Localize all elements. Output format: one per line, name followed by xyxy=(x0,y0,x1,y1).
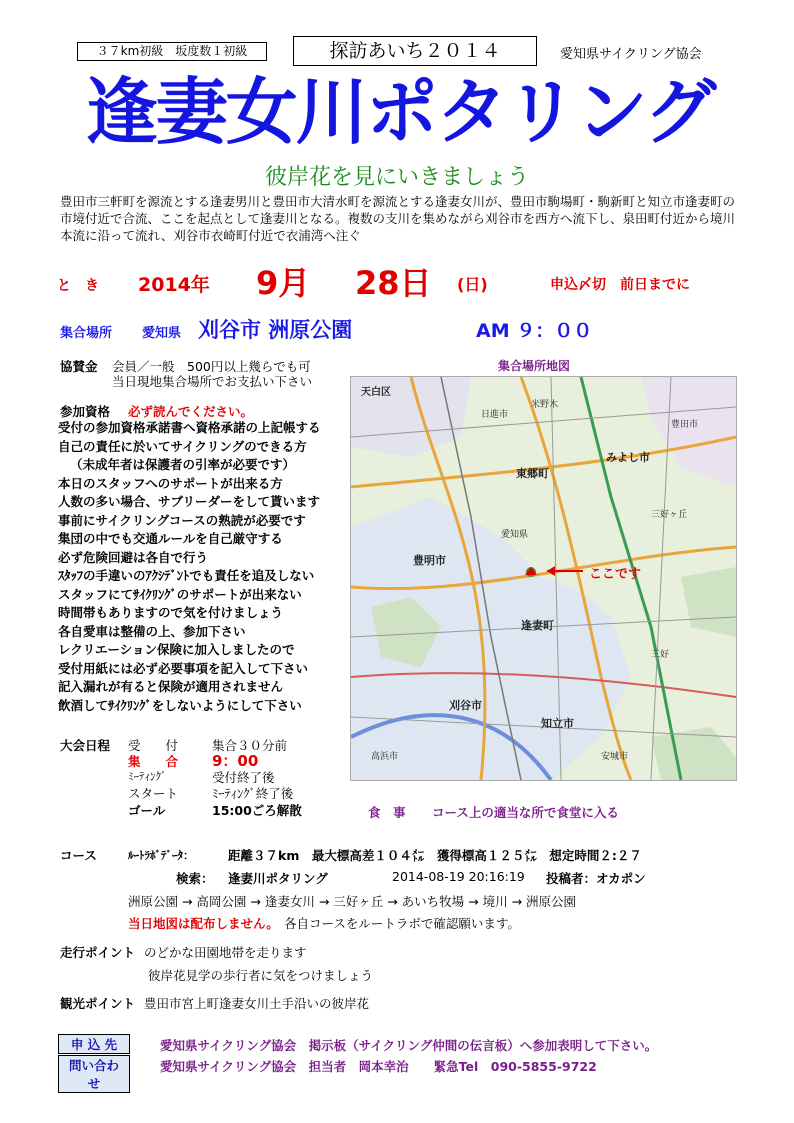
search-label: 検索： xyxy=(176,871,214,886)
rule-item: （未成年者は保護者の引率が必要です） xyxy=(70,457,296,472)
date-day: 28日 xyxy=(355,264,432,302)
map-label: 三好ヶ丘 xyxy=(651,510,688,520)
apply-label xyxy=(58,1034,130,1054)
schedule-value: 集合３０分前 xyxy=(212,738,288,753)
map-caption: 集合場所地図 xyxy=(498,359,571,373)
rule-item: 本日のスタッフへのサポートが出来る方 xyxy=(58,475,283,491)
rule-item: 受付用紙には必ず必要事項を記入して下さい xyxy=(58,660,309,676)
course-stats: 距離３７km 最大標高差１０４㍍ 獲得標高１２５㍍ 想定時間２:２７ xyxy=(228,848,642,863)
meal-label: 食 事 xyxy=(368,805,406,820)
map-label: 三好 xyxy=(651,650,670,660)
rule-item: 事前にサイクリングコースの熟読が必要です xyxy=(58,512,306,528)
schedule-value: 15:00ごろ解散 xyxy=(212,803,302,818)
rule-item: スタッフにてｻｲｸﾘﾝｸﾞのサポートが出来ない xyxy=(58,586,302,602)
must-read: 必ず読んでください。 xyxy=(128,404,254,419)
rule-item: レクリエーション保険に加入しましたので xyxy=(58,642,295,657)
map-label: 日進市 xyxy=(481,410,509,420)
schedule-value: 9：00 xyxy=(212,752,259,770)
apply-tag: 申 込 先 xyxy=(58,1034,130,1054)
rule-item: 自己の責任に於いてサイクリングのできる方 xyxy=(58,438,307,454)
notice-text: 各自コースをルートラボで確認願います。 xyxy=(284,916,520,931)
map-label: 高浜市 xyxy=(371,752,399,762)
intro-text: 豊田市三軒町を源流とする逢妻男川と豊田市大清水町を源流とする逢妻女川が、豊田市駒場町・駒新町と知立市逢妻町の市境付近で合流、ここを起点として逢妻川となる。複数の支川を集めながら刈谷市を西方へ流下し、泉田町付近から境川本流に沿って流れ、刈谷市衣崎町付近で衣浦湾へ注ぐ xyxy=(60,194,736,243)
map-label: 米野木 xyxy=(531,400,559,410)
fee-label: 協賛金 xyxy=(60,359,98,374)
sightseeing-text: 豊田市宮上町逢妻女川土手沿いの彼岸花 xyxy=(144,996,370,1011)
meeting-place: 刈谷市 洲原公園 xyxy=(198,318,353,342)
map-label: 刈谷市 xyxy=(449,699,482,712)
schedule-key: 集 合 xyxy=(128,754,179,769)
rule-item: 必ず危険回避は各自で行う xyxy=(58,549,209,565)
event-series: 探訪あいち２０１４ xyxy=(293,36,537,66)
map-label: 東郷町 xyxy=(516,467,549,480)
level-badge: ３７km初級 坂度数１初級 xyxy=(77,42,267,61)
map-label: みよし市 xyxy=(606,451,650,464)
apply-text: 愛知県サイクリング協会 掲示板（サイクリング仲間の伝言板）へ参加表明して下さい。 xyxy=(160,1038,658,1053)
search-name: 逢妻川ポタリング xyxy=(228,871,328,886)
map-label: 天白区 xyxy=(361,387,391,398)
sightseeing-label: 観光ポイント xyxy=(60,996,136,1011)
schedule-value: ﾐｰﾃｨﾝｸﾞ終了後 xyxy=(212,786,294,801)
rule-item: 集団の中でも交通ルールを自己厳守する xyxy=(58,531,283,546)
map-label: 愛知県 xyxy=(501,530,529,540)
schedule-key: スタート xyxy=(128,786,179,801)
page-title: 逢妻女川ポタリング xyxy=(85,70,715,154)
notice-red: 当日地図は配布しません。 xyxy=(128,916,279,931)
meeting-pref: 愛知県 xyxy=(142,326,182,341)
riding-line2: 彼岸花見学の歩行者に気をつけましょう xyxy=(148,968,374,983)
schedule-key: ゴール xyxy=(128,803,166,818)
riding-label: 走行ポイント xyxy=(60,945,136,960)
map-label: 逢妻町 xyxy=(521,619,554,632)
organizer: 愛知県サイクリング協会 xyxy=(560,47,702,62)
course-label: コース xyxy=(60,848,97,863)
fee-line2: 当日現地集合場所でお支払い下さい xyxy=(112,374,313,389)
schedule-value: 受付終了後 xyxy=(212,770,275,785)
fee-line1: 会員／一般 500円以上幾らでも可 xyxy=(112,359,311,374)
riding-line1: のどかな田園地帯を走ります xyxy=(144,945,307,960)
routelab-label: ﾙｰﾄﾗﾎﾞﾃﾞｰﾀ： xyxy=(128,849,194,862)
rule-item: 各自愛車は整備の上、参加下さい xyxy=(58,623,246,639)
date-weekday: (日) xyxy=(457,275,488,294)
map-label: 豊田市 xyxy=(671,420,699,430)
deadline: 申込〆切 前日までに xyxy=(550,277,690,293)
map-here-label: ここです xyxy=(589,567,642,582)
rule-item: ｽﾀｯﾌの手違いのｱｸｼﾃﾞﾝﾄでも責任を追及しない xyxy=(58,568,315,583)
contact-text: 愛知県サイクリング協会 担当者 岡本幸治 緊急Tel 090-5855-9722 xyxy=(160,1059,597,1074)
contact-label xyxy=(58,1055,130,1093)
date-month: 9月 xyxy=(256,264,311,302)
map-label: 安城市 xyxy=(601,752,629,762)
map-label: 豊明市 xyxy=(413,554,446,567)
qualification-label: 参加資格 xyxy=(60,404,111,419)
date-label: と き xyxy=(57,278,99,294)
map-label: 知立市 xyxy=(541,717,574,730)
schedule-label: 大会日程 xyxy=(60,738,111,753)
date-year: 2014年 xyxy=(138,274,210,296)
rule-item: 記入漏れが有ると保険が適用されません xyxy=(58,679,284,694)
schedule-key: ﾐｰﾃｨﾝｸﾞ xyxy=(128,770,167,783)
meeting-label: 集合場所 xyxy=(60,326,113,341)
rule-item: 時間帯もありますので気を付けましょう xyxy=(58,605,284,620)
course-route: 洲原公園 → 高岡公園 → 逢妻女川 → 三好ヶ丘 → あいち牧場 → 境川 → 洲原公園 xyxy=(128,894,577,909)
contact-tag: 問い合わせ xyxy=(58,1055,130,1093)
rules-list xyxy=(58,418,348,714)
rule-item: 人数の多い場合、サブリーダーをして貰います xyxy=(58,494,321,509)
course-datetime: 2014-08-19 20:16:19 xyxy=(392,869,525,884)
schedule-key: 受 付 xyxy=(128,738,179,753)
meeting-time: AM ９：００ xyxy=(476,320,593,342)
subtitle: 彼岸花を見にいきましょう xyxy=(264,165,529,190)
meeting-map[interactable] xyxy=(350,376,737,781)
rule-item: 飲酒してｻｲｸﾘﾝｸﾞをしないようにして下さい xyxy=(58,697,302,713)
course-poster: 投稿者：オカポン xyxy=(546,871,646,886)
meal-text: コース上の適当な所で食堂に入る xyxy=(432,805,619,820)
rule-item: 受付の参加資格承諾書へ資格承諾の上記帳する xyxy=(58,420,321,435)
